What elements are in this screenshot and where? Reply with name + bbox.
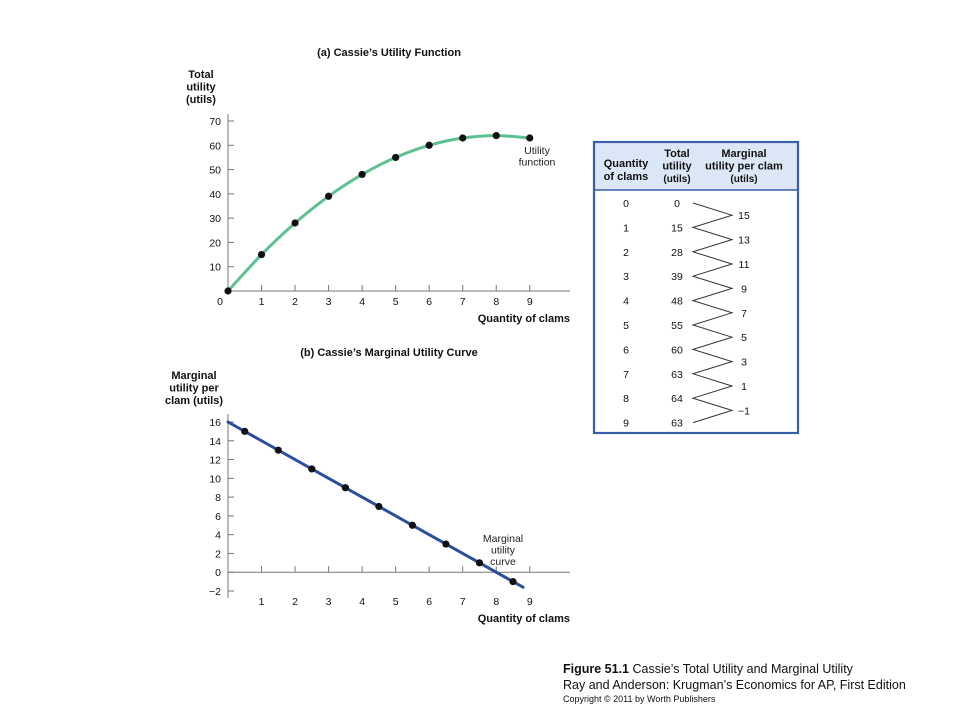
- data-point: [275, 447, 282, 454]
- figure-number: Figure 51.1: [563, 662, 629, 676]
- y-axis-label: (utils): [186, 94, 216, 106]
- y-axis-label: utility per: [169, 382, 219, 395]
- cell-marginal-utility: −1: [738, 405, 750, 418]
- data-point: [409, 522, 416, 529]
- data-point: [325, 193, 332, 200]
- header-total-utility: Total: [664, 148, 690, 160]
- data-point: [442, 540, 449, 547]
- y-tick-label: 4: [215, 529, 221, 542]
- curve-label: curve: [490, 556, 516, 568]
- x-tick-label: 4: [359, 596, 366, 608]
- y-tick-label: 70: [209, 116, 221, 128]
- cell-quantity: 3: [623, 271, 629, 284]
- data-point: [342, 484, 349, 491]
- cell-quantity: 7: [623, 368, 629, 381]
- cell-marginal-utility: 15: [738, 210, 750, 223]
- data-point: [224, 287, 231, 294]
- cell-quantity: 0: [623, 198, 629, 210]
- x-tick-label: 8: [493, 296, 500, 308]
- y-axis-label: clam (utils): [164, 395, 224, 407]
- cell-quantity: 9: [623, 417, 629, 430]
- x-tick-label: 2: [292, 596, 298, 608]
- header-marginal-utility: Marginal: [721, 148, 767, 160]
- cell-quantity: 6: [623, 344, 629, 357]
- header-marginal-utility: utility per clam: [705, 160, 783, 173]
- cell-marginal-utility: 13: [738, 234, 750, 247]
- x-tick-label: 6: [426, 296, 433, 308]
- cell-quantity: 2: [623, 246, 629, 259]
- x-tick-label: 3: [325, 296, 332, 308]
- y-axis-label: utility: [186, 81, 216, 94]
- utility-function-curve: [228, 136, 530, 291]
- header-total-utility: utility: [662, 160, 692, 173]
- x-tick-label: 9: [526, 596, 533, 608]
- x-tick-label: 5: [392, 296, 399, 308]
- data-point: [308, 465, 315, 472]
- data-point: [493, 132, 500, 139]
- cell-total-utility: 63: [671, 417, 683, 430]
- y-tick-label: 50: [209, 164, 221, 177]
- figure-caption: [563, 662, 906, 705]
- cell-quantity: 1: [623, 222, 629, 235]
- x-tick-label: 1: [258, 596, 265, 608]
- x-tick-label: 4: [359, 296, 366, 308]
- data-point: [526, 134, 533, 141]
- data-point: [459, 134, 466, 141]
- x-tick-label: 7: [459, 296, 466, 308]
- data-point: [241, 428, 248, 435]
- caption-copyright: Copyright © 2011 by Worth Publishers: [563, 694, 716, 704]
- y-tick-label: 16: [209, 417, 221, 429]
- cell-total-utility: 0: [674, 198, 680, 210]
- header-quantity: Quantity: [603, 158, 649, 170]
- cell-quantity: 8: [623, 393, 629, 406]
- cell-marginal-utility: 11: [738, 259, 750, 271]
- cell-total-utility: 64: [671, 393, 683, 406]
- x-tick-label: 1: [258, 296, 265, 308]
- curve-label: Utility: [524, 145, 550, 157]
- data-point: [509, 578, 516, 585]
- cell-total-utility: 15: [671, 222, 683, 235]
- y-tick-label: 10: [209, 261, 221, 274]
- x-tick-label: 9: [526, 296, 533, 308]
- header-quantity: of clams: [603, 171, 649, 183]
- x-tick-label: 8: [493, 596, 500, 608]
- y-tick-label: 8: [215, 492, 221, 505]
- figure-title: Cassie’s Total Utility and Marginal Utility: [629, 662, 853, 676]
- y-tick-label: 20: [209, 237, 221, 250]
- y-tick-label: 60: [209, 140, 221, 153]
- y-tick-label: 30: [209, 213, 221, 226]
- origin-label: 0: [217, 296, 223, 308]
- y-axis-label: Marginal: [171, 370, 217, 382]
- y-tick-label: 10: [209, 473, 221, 486]
- curve-label: utility: [491, 544, 515, 557]
- y-tick-label: 40: [209, 188, 221, 201]
- curve-label: function: [518, 156, 556, 169]
- cell-total-utility: 39: [671, 271, 683, 284]
- x-tick-label: 7: [459, 596, 466, 608]
- y-tick-label: 6: [215, 510, 221, 523]
- x-tick-label: 2: [292, 296, 298, 308]
- x-tick-label: 5: [392, 596, 399, 608]
- y-tick-label: −2: [209, 586, 221, 598]
- data-point: [476, 559, 483, 566]
- caption-source: Ray and Anderson: Krugman’s Economics for AP, First Edition: [563, 678, 906, 692]
- header-marginal-utility: (utils): [730, 174, 758, 185]
- cell-total-utility: 60: [671, 344, 683, 357]
- cell-total-utility: 55: [671, 320, 683, 332]
- data-point: [291, 219, 298, 226]
- x-tick-label: 3: [325, 596, 332, 608]
- y-tick-label: 2: [215, 548, 221, 561]
- x-axis-label: Quantity of clams: [477, 313, 570, 325]
- cell-total-utility: 48: [671, 295, 683, 308]
- curve-label: Marginal: [482, 533, 524, 545]
- y-axis-label: Total: [188, 69, 214, 81]
- data-point: [359, 171, 366, 178]
- cell-marginal-utility: 5: [741, 332, 747, 345]
- cell-marginal-utility: 9: [741, 283, 747, 296]
- cell-quantity: 4: [623, 295, 629, 308]
- y-tick-label: 14: [209, 435, 221, 448]
- x-axis-label: Quantity of clams: [477, 613, 570, 625]
- chart-title: (b) Cassie’s Marginal Utility Curve: [300, 347, 478, 359]
- y-tick-label: 12: [209, 454, 221, 467]
- cell-total-utility: 28: [671, 246, 683, 259]
- marginal-zigzag-connector: [693, 203, 732, 423]
- data-point: [258, 251, 265, 258]
- data-point: [426, 142, 433, 149]
- cell-total-utility: 63: [671, 368, 683, 381]
- x-tick-label: 6: [426, 596, 433, 608]
- data-point: [392, 154, 399, 161]
- cell-marginal-utility: 7: [741, 307, 747, 320]
- cell-marginal-utility: 3: [741, 356, 747, 369]
- chart-title: (a) Cassie’s Utility Function: [317, 47, 461, 59]
- header-total-utility: (utils): [663, 174, 691, 185]
- y-tick-label: 0: [215, 567, 221, 580]
- cell-quantity: 5: [623, 320, 629, 332]
- data-point: [375, 503, 382, 510]
- cell-marginal-utility: 1: [741, 381, 747, 393]
